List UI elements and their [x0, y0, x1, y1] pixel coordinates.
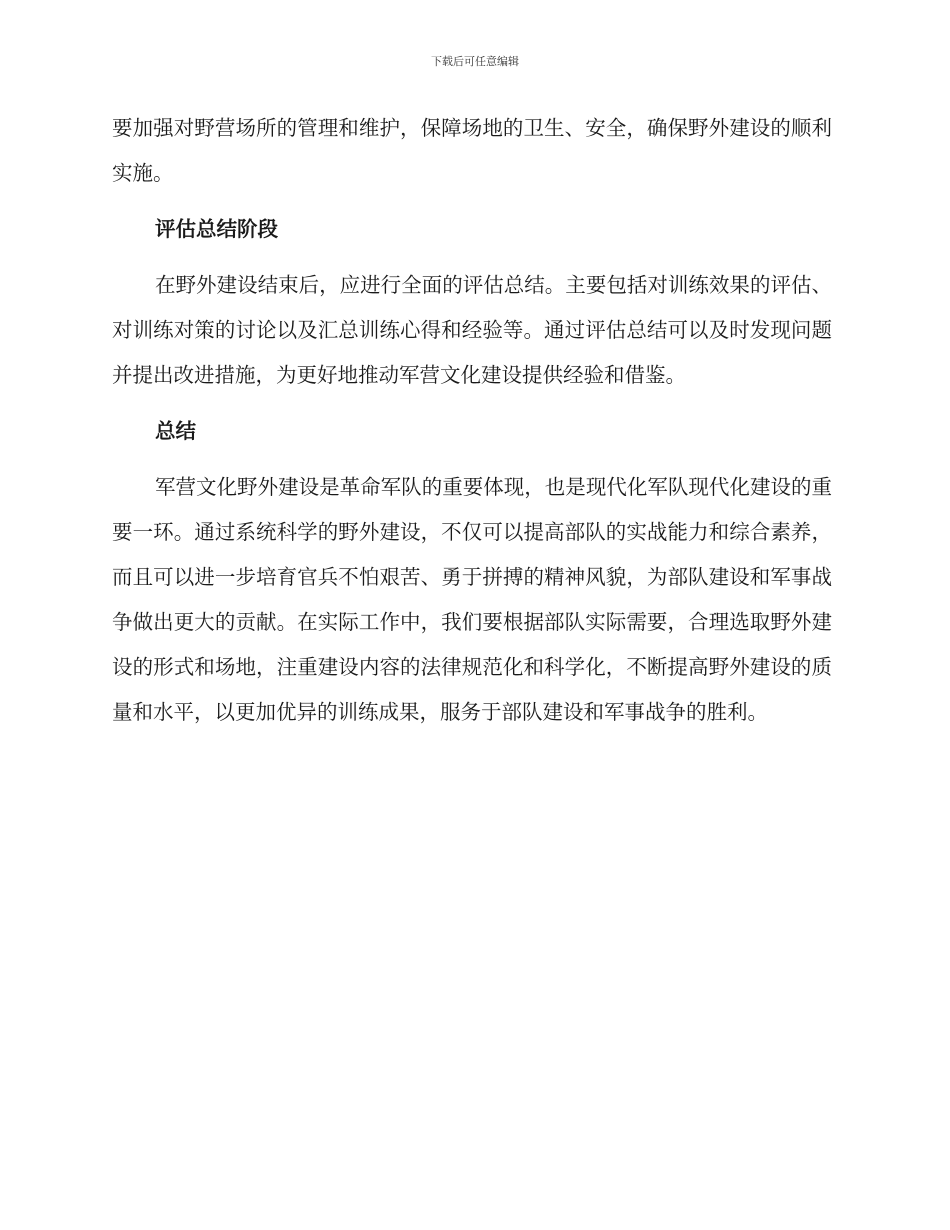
body-paragraph: 要加强对野营场所的管理和维护，保障场地的卫生、安全，确保野外建设的顺利实施。	[112, 116, 832, 185]
section-heading: 总结	[155, 419, 196, 443]
body-paragraph: 军营文化野外建设是革命军队的重要体现，也是现代化军队现代化建设的重要一环。通过系统科学的野外建设，不仅可以提高部队的实战能力和综合素养，而且可以进一步培育官兵不怕艰苦、勇于拼搏的精神风貌，为部队建设和军事战争做出更大的贡献。在实际工作中，我们要根据部队实际需要，合理选取野外建设的形式和场地，注重建设内容的法律规范化和科学化，不断提高野外建设的质量和水平，以更加优异的训练成果，服务于部队建设和军事战争的胜利。	[112, 475, 832, 724]
document-body	[112, 106, 832, 746]
body-paragraph: 在野外建设结束后，应进行全面的评估总结。主要包括对训练效果的评估、对训练对策的讨论以及汇总训练心得和经验等。通过评估总结可以及时发现问题并提出改进措施，为更好地推动军营文化建设提供经验和借鉴。	[112, 273, 832, 387]
page-header-note: 下载后可任意编辑	[431, 55, 519, 68]
section-heading: 评估总结阶段	[155, 217, 278, 241]
